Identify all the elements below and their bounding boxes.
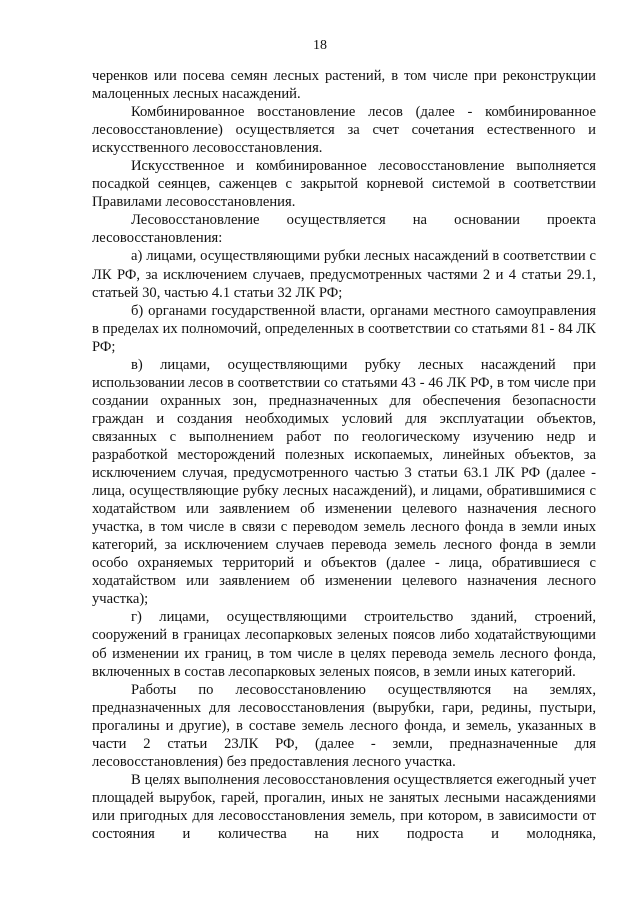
paragraph-artificial-reforestation: Искусственное и комбинированное лесовосстановление выполняется посадкой сеянцев, саженцев с закрытой корневой системой в соответствии Правилами лесовосстановления. (92, 158, 596, 211)
list-item-g: г) лицами, осуществляющими строительство зданий, строений, сооружений в границах лесопарковых зеленых поясов либо ходатайствующими об изменении их границ, в том числе в целях перевода земель лесного фонда, включенных в состав лесопарковых зеленых поясов, в земли иных категорий. (92, 609, 596, 680)
paragraph-reforestation-project: Лесовосстановление осуществляется на основании проекта лесовосстановления: (92, 212, 596, 247)
paragraph-annual-accounting: В целях выполнения лесовосстановления осуществляется ежегодный учет площадей вырубок, гарей, прогалин, иных не занятых лесными насаждениями или пригодных для лесовосстановления земель, при котором, в зависимости от состояния и количества на них подроста и молодняка, (92, 771, 596, 842)
paragraph-combined-reforestation: Комбинированное восстановление лесов (далее - комбинированное лесовосстановление) осуществляется за счет сочетания естественного и искусственного лесовосстановления. (92, 104, 596, 157)
document-body (92, 67, 596, 843)
list-item-v: в) лицами, осуществляющими рубку лесных насаждений при использовании лесов в соответствии со статьями 43 - 46 ЛК РФ, в том числе при создании охранных зон, предназначенных для обеспечения безопасности граждан и создания необходимых условий для эксплуатации объектов, связанных с выполнением работ по геологическому изучению недр и разработкой месторождений полезных ископаемых, линейных объектов, за исключением случая, предусмотренного частью 3 статьи 63.1 ЛК РФ (далее - лица, осуществляющие рубку лесных насаждений), и лицами, обратившимися с ходатайством или заявлением об изменении целевого назначения лесного участка, в том числе в связи с переводом земель лесного фонда в земли иных категорий, за исключением случаев перевода земель лесного фонда в земли особо охраняемых территорий и объектов (далее - лица, обратившиеся с ходатайством или заявлением об изменении целевого назначения лесного участка); (92, 356, 596, 608)
paragraph-continuation: черенков или посева семян лесных растений, в том числе при реконструкции малоценных лесных насаждений. (92, 68, 596, 103)
list-item-a: а) лицами, осуществляющими рубки лесных насаждений в соответствии с ЛК РФ, за исключением случаев, предусмотренных частями 2 и 4 статьи 29.1, статьей 30, частью 4.1 статьи 32 ЛК РФ; (92, 248, 596, 301)
page-number: 18 (313, 38, 327, 53)
list-item-b: б) органами государственной власти, органами местного самоуправления в пределах их полномочий, определенных в соответствии со статьями 81 - 84 ЛК РФ; (92, 302, 596, 355)
paragraph-reforestation-works: Работы по лесовосстановлению осуществляются на землях, предназначенных для лесовосстановления (вырубки, гари, редины, пустыри, прогалины и другие), в составе земель лесного фонда, и земель, указанных в части 2 статьи 23ЛК РФ, (далее - земли, предназначенные для лесовосстановления) без предоставления лесного участка. (92, 681, 596, 770)
